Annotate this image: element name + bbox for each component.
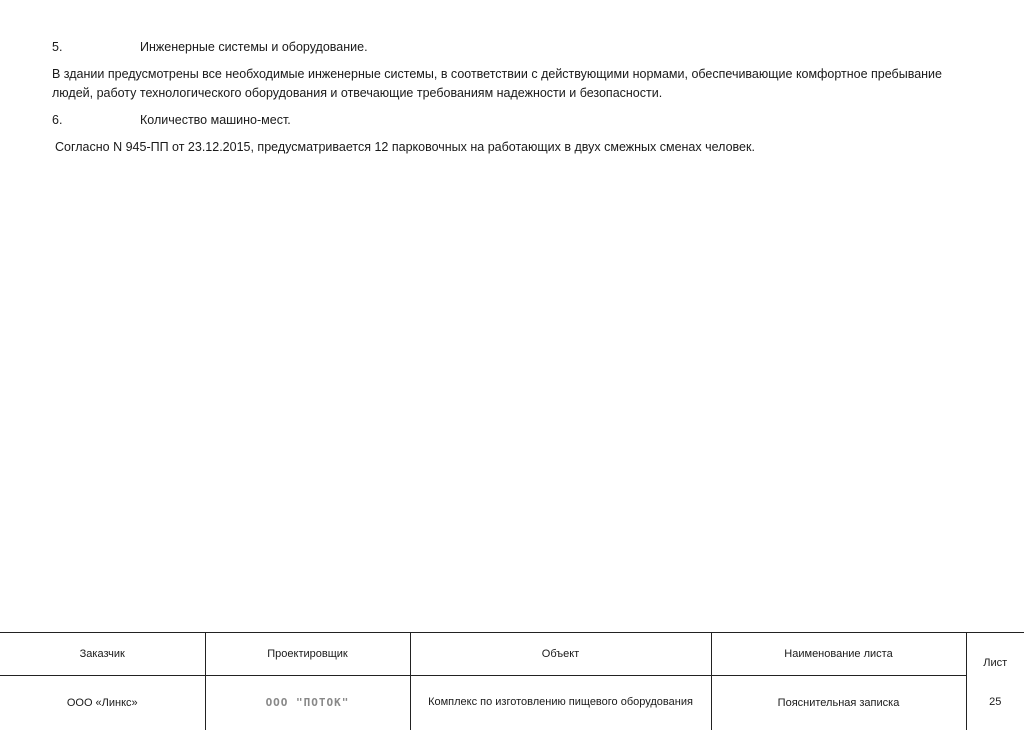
section-6-title: Количество машино-мест. [140, 113, 291, 127]
section-5-paragraph: В здании предусмотрены все необходимые инженерные системы, в соответствии с действующими нормами, обеспечивающие комфортное пребывание людей, работу технологического оборудования и отвечающие требованиям надежности и безопасности. [52, 67, 942, 100]
document-body [52, 38, 972, 165]
designer-value: ООО "ПОТОК" [205, 675, 410, 730]
section-6-paragraph: Согласно N 945-ПП от 23.12.2015, предусматривается 12 парковочных на работающих в двух смежных сменах человек. [55, 140, 755, 154]
title-block-table [0, 633, 1024, 730]
object-value: Комплекс по изготовлению пищевого оборудования [410, 675, 711, 730]
sheet-name-header: Наименование листа [711, 633, 966, 675]
section-5-number: 5. [52, 40, 63, 54]
section-5-title: Инженерные системы и оборудование. [140, 40, 368, 54]
customer-header: Заказчик [0, 633, 205, 675]
sheet-number: 25 [989, 696, 1002, 709]
section-6-heading [52, 111, 972, 130]
sheet-name-value: Пояснительная записка [711, 675, 966, 730]
section-5-heading [52, 38, 972, 57]
customer-value: ООО «Линкс» [0, 675, 205, 730]
designer-header: Проектировщик [205, 633, 410, 675]
title-block [0, 632, 1024, 723]
object-header: Объект [410, 633, 711, 675]
section-6-number: 6. [52, 113, 63, 127]
sheet-header: Лист [983, 657, 1008, 669]
